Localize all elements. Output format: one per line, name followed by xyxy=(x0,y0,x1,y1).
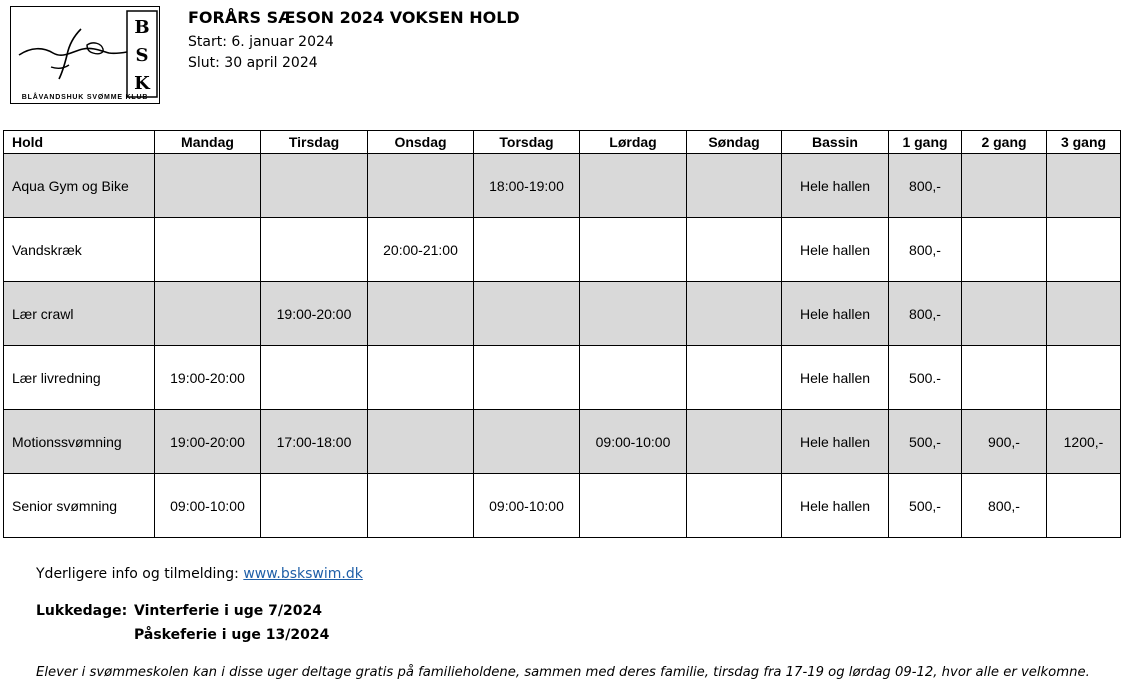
table-cell: 19:00-20:00 xyxy=(261,282,368,346)
table-row xyxy=(4,282,1121,346)
table-cell xyxy=(962,346,1047,410)
table-cell: Hele hallen xyxy=(782,218,889,282)
column-header: 1 gang xyxy=(889,131,962,154)
table-cell xyxy=(580,154,687,218)
logo-caption: BLÅVANDSHUK SVØMME KLUB xyxy=(21,94,149,101)
table-cell xyxy=(1047,474,1121,538)
column-header: Hold xyxy=(4,131,155,154)
table-cell: 09:00-10:00 xyxy=(155,474,261,538)
end-date: Slut: 30 april 2024 xyxy=(188,55,318,71)
table-cell xyxy=(962,282,1047,346)
website-link[interactable]: www.bskswim.dk xyxy=(243,566,363,582)
table-cell xyxy=(687,282,782,346)
start-date: Start: 6. januar 2024 xyxy=(188,34,334,50)
table-cell xyxy=(580,218,687,282)
table-cell xyxy=(1047,282,1121,346)
club-logo xyxy=(10,6,160,104)
table-cell: 500.- xyxy=(889,346,962,410)
page-title: FORÅRS SÆSON 2024 VOKSEN HOLD xyxy=(188,8,520,27)
table-cell xyxy=(687,346,782,410)
table-cell: 800,- xyxy=(889,154,962,218)
team-name-cell: Motionssvømning xyxy=(4,410,155,474)
table-cell: 20:00-21:00 xyxy=(368,218,474,282)
table-cell xyxy=(962,154,1047,218)
table-cell: 18:00-19:00 xyxy=(474,154,580,218)
table-cell: Hele hallen xyxy=(782,282,889,346)
table-cell xyxy=(687,474,782,538)
table-cell: 800,- xyxy=(889,282,962,346)
table-cell xyxy=(368,474,474,538)
table-cell: 09:00-10:00 xyxy=(474,474,580,538)
table-cell xyxy=(580,474,687,538)
table-cell: Hele hallen xyxy=(782,346,889,410)
table-cell: 19:00-20:00 xyxy=(155,410,261,474)
table-cell: 1200,- xyxy=(1047,410,1121,474)
table-cell: 800,- xyxy=(962,474,1047,538)
table-cell: Hele hallen xyxy=(782,474,889,538)
table-cell xyxy=(962,218,1047,282)
table-cell: 17:00-18:00 xyxy=(261,410,368,474)
logo-letter-b: B xyxy=(134,17,150,38)
table-row xyxy=(4,346,1121,410)
table-cell: 500,- xyxy=(889,474,962,538)
closed-days-label: Lukkedage: xyxy=(36,603,128,619)
table-row xyxy=(4,154,1121,218)
table-row xyxy=(4,474,1121,538)
table-cell xyxy=(1047,154,1121,218)
table-cell xyxy=(155,282,261,346)
table-cell xyxy=(687,410,782,474)
table-cell xyxy=(155,154,261,218)
table-cell: 900,- xyxy=(962,410,1047,474)
logo-letter-k: K xyxy=(134,73,150,94)
table-cell xyxy=(1047,218,1121,282)
table-cell xyxy=(155,218,261,282)
table-cell xyxy=(1047,346,1121,410)
team-name-cell: Senior svømning xyxy=(4,474,155,538)
table-cell xyxy=(580,282,687,346)
table-cell xyxy=(368,282,474,346)
table-body xyxy=(4,154,1121,538)
column-header: Torsdag xyxy=(474,131,580,154)
table-cell: 19:00-20:00 xyxy=(155,346,261,410)
closed-day-item: Vinterferie i uge 7/2024 xyxy=(134,603,322,619)
column-header: Søndag xyxy=(687,131,782,154)
column-header: Onsdag xyxy=(368,131,474,154)
team-name-cell: Lær livredning xyxy=(4,346,155,410)
table-cell xyxy=(687,154,782,218)
table-cell xyxy=(687,218,782,282)
table-cell: Hele hallen xyxy=(782,154,889,218)
info-line xyxy=(36,566,363,582)
table-cell xyxy=(474,218,580,282)
team-name-cell: Aqua Gym og Bike xyxy=(4,154,155,218)
info-prefix: Yderligere info og tilmelding: xyxy=(36,566,244,582)
table-cell: Hele hallen xyxy=(782,410,889,474)
column-header: Lørdag xyxy=(580,131,687,154)
table-cell xyxy=(368,154,474,218)
table-cell xyxy=(368,410,474,474)
table-cell xyxy=(368,346,474,410)
logo-letter-s: S xyxy=(135,45,149,66)
closed-day-item: Påskeferie i uge 13/2024 xyxy=(134,627,330,643)
table-cell xyxy=(474,346,580,410)
schedule-table xyxy=(3,130,1121,538)
table-cell xyxy=(261,346,368,410)
table-cell xyxy=(474,282,580,346)
table-header-row xyxy=(4,131,1121,154)
table-cell: 500,- xyxy=(889,410,962,474)
team-name-cell: Vandskræk xyxy=(4,218,155,282)
table-cell: 800,- xyxy=(889,218,962,282)
table-row xyxy=(4,410,1121,474)
column-header: Mandag xyxy=(155,131,261,154)
column-header: 3 gang xyxy=(1047,131,1121,154)
column-header: 2 gang xyxy=(962,131,1047,154)
table-cell xyxy=(261,154,368,218)
table-cell xyxy=(261,218,368,282)
table-row xyxy=(4,218,1121,282)
table-cell xyxy=(261,474,368,538)
column-header: Tirsdag xyxy=(261,131,368,154)
header xyxy=(188,8,520,76)
table-cell: 09:00-10:00 xyxy=(580,410,687,474)
team-name-cell: Lær crawl xyxy=(4,282,155,346)
table-cell xyxy=(474,410,580,474)
column-header: Bassin xyxy=(782,131,889,154)
swimmer-logo-icon xyxy=(11,7,161,105)
table-cell xyxy=(580,346,687,410)
footnote: Elever i svømmeskolen kan i disse uger deltage gratis på familieholdene, sammen med deres familie, tirsdag fra 17-19 og lørdag 09-12, hvor alle er velkomne. xyxy=(36,665,1090,680)
